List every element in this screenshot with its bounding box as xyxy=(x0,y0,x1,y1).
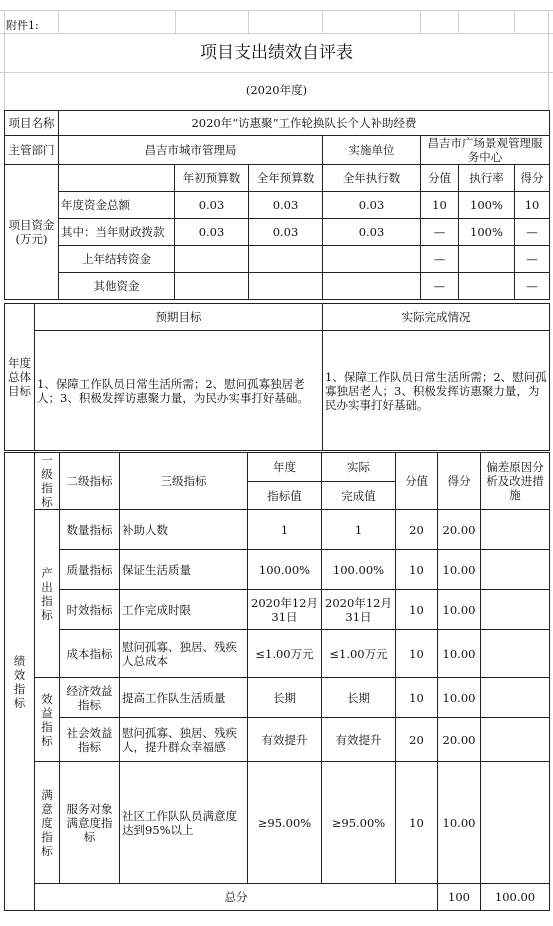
header-score: 分值 xyxy=(396,453,438,510)
grid-line xyxy=(420,10,421,34)
l3-cell: 保证生活质量 xyxy=(120,550,248,590)
expected-text: 1、保障工作队员日常生活所需；2、慰问孤寡独居老人；3、积极发挥访惠聚力量，为民办实事打好基础。 xyxy=(35,331,323,451)
funds-cell: — xyxy=(515,246,550,273)
l2-cell: 服务对象满意度指标 xyxy=(60,762,120,884)
dept-label: 主管部门 xyxy=(5,136,59,165)
target-cell: 有效提升 xyxy=(248,718,322,762)
funds-row xyxy=(5,219,550,246)
reason-cell xyxy=(481,510,550,550)
funds-col-header: 全年预算数 xyxy=(249,165,323,192)
funds-cell: — xyxy=(515,273,550,300)
grid-line xyxy=(0,33,553,34)
actual-text: 1、保障工作队员日常生活所需；2、慰问孤寡独居老人；3、积极发挥访惠聚力量，为民办实事打好基础。 xyxy=(323,331,550,451)
table-row xyxy=(5,718,550,762)
impl-label: 实施单位 xyxy=(323,136,421,165)
goals-table xyxy=(4,303,550,451)
l1-cell: 效益指标 xyxy=(35,678,60,762)
reason-cell xyxy=(481,590,550,630)
page-title: 项目支出绩效自评表 xyxy=(200,43,353,63)
header-actual-sub: 完成值 xyxy=(322,482,396,510)
done-cell: ≥95.00% xyxy=(322,762,396,884)
funds-row xyxy=(5,246,550,273)
funds-cell: 10 xyxy=(421,192,459,219)
funds-row-label: 上年结转资金 xyxy=(59,246,175,273)
score-cell: 20 xyxy=(396,718,438,762)
expected-label: 预期目标 xyxy=(35,304,323,331)
got-cell: 20.00 xyxy=(438,510,481,550)
header-actual: 实际 xyxy=(322,453,396,482)
funds-cell xyxy=(323,273,421,300)
perf-label: 绩 效 指 标 xyxy=(5,453,35,911)
header-l3: 三级指标 xyxy=(120,453,248,510)
l1-cell: 产出指标 xyxy=(35,510,60,678)
table-row xyxy=(5,630,550,678)
header-annual: 年度 xyxy=(248,453,322,482)
header-annual-sub: 指标值 xyxy=(248,482,322,510)
funds-table xyxy=(4,110,550,300)
funds-cell xyxy=(459,273,515,300)
l2-cell: 时效指标 xyxy=(60,590,120,630)
funds-cell xyxy=(459,246,515,273)
funds-col-header: 全年执行数 xyxy=(323,165,421,192)
funds-cell xyxy=(323,246,421,273)
funds-cell xyxy=(249,273,323,300)
l3-cell: 工作完成时限 xyxy=(120,590,248,630)
l3-cell: 慰问孤寡、独居、残疾人总成本 xyxy=(120,630,248,678)
l2-cell: 社会效益指标 xyxy=(60,718,120,762)
grid-line xyxy=(58,10,59,34)
grid-line xyxy=(175,10,176,34)
attachment-label: 附件1: xyxy=(6,19,39,32)
funds-cell: 0.03 xyxy=(323,219,421,246)
l2-cell: 数量指标 xyxy=(60,510,120,550)
header-reason: 偏差原因分析及改进措施 xyxy=(481,453,550,510)
total-label: 总分 xyxy=(35,884,438,911)
score-cell: 20 xyxy=(396,510,438,550)
funds-cell: 0.03 xyxy=(323,192,421,219)
reason-cell xyxy=(481,678,550,718)
got-cell: 10.00 xyxy=(438,590,481,630)
dept-value: 昌吉市城市管理局 xyxy=(59,136,323,165)
score-cell: 10 xyxy=(396,678,438,718)
funds-row-label: 其他资金 xyxy=(59,273,175,300)
funds-row xyxy=(5,273,550,300)
l3-cell: 提高工作队生活质量 xyxy=(120,678,248,718)
done-cell: 1 xyxy=(322,510,396,550)
funds-header-blank xyxy=(59,165,175,192)
performance-table xyxy=(4,452,550,911)
header-l1: 一级指标 xyxy=(35,453,60,510)
funds-row-label: 其中：当年财政拨款 xyxy=(59,219,175,246)
funds-cell: 10 xyxy=(515,192,550,219)
got-cell: 10.00 xyxy=(438,678,481,718)
total-row xyxy=(5,884,550,911)
score-cell: 10 xyxy=(396,590,438,630)
project-name: 2020年“访惠聚”工作轮换队长个人补助经费 xyxy=(59,111,550,136)
funds-cell xyxy=(249,246,323,273)
header-got: 得分 xyxy=(438,453,481,510)
table-row xyxy=(5,590,550,630)
funds-row xyxy=(5,192,550,219)
funds-col-header: 年初预算数 xyxy=(175,165,249,192)
grid-line xyxy=(514,10,515,34)
funds-cell xyxy=(175,273,249,300)
funds-row-label: 年度资金总额 xyxy=(59,192,175,219)
target-cell: 1 xyxy=(248,510,322,550)
table-row xyxy=(5,678,550,718)
grid-line xyxy=(322,10,323,34)
funds-cell: — xyxy=(421,219,459,246)
table-row xyxy=(5,762,550,884)
target-cell: 长期 xyxy=(248,678,322,718)
table-row xyxy=(5,510,550,550)
total-score: 100 xyxy=(438,884,481,911)
grid-line xyxy=(0,72,553,73)
target-cell: 100.00% xyxy=(248,550,322,590)
funds-col-header: 执行率 xyxy=(459,165,515,192)
got-cell: 10.00 xyxy=(438,630,481,678)
score-cell: 10 xyxy=(396,630,438,678)
funds-cell: — xyxy=(421,273,459,300)
funds-cell: 0.03 xyxy=(249,219,323,246)
target-cell: ≥95.00% xyxy=(248,762,322,884)
got-cell: 10.00 xyxy=(438,762,481,884)
l2-cell: 质量指标 xyxy=(60,550,120,590)
got-cell: 20.00 xyxy=(438,718,481,762)
funds-cell: — xyxy=(515,219,550,246)
grid-line xyxy=(0,10,553,11)
l3-cell: 社区工作队队员满意度达到95%以上 xyxy=(120,762,248,884)
done-cell: 长期 xyxy=(322,678,396,718)
target-cell: 2020年12月31日 xyxy=(248,590,322,630)
funds-label: 项目资金(万元) xyxy=(5,165,59,300)
funds-cell xyxy=(175,246,249,273)
funds-cell: 100% xyxy=(459,192,515,219)
reason-cell xyxy=(481,550,550,590)
l3-cell: 补助人数 xyxy=(120,510,248,550)
grid-line xyxy=(248,10,249,34)
project-name-label: 项目名称 xyxy=(5,111,59,136)
funds-col-header: 分值 xyxy=(421,165,459,192)
l2-cell: 成本指标 xyxy=(60,630,120,678)
done-cell: 100.00% xyxy=(322,550,396,590)
got-cell: 10.00 xyxy=(438,550,481,590)
goal-label: 年度总体目标 xyxy=(5,304,35,451)
l3-cell: 慰问孤寡、独居、残疾人，提升群众幸福感 xyxy=(120,718,248,762)
funds-cell: 0.03 xyxy=(249,192,323,219)
header-l2: 二级指标 xyxy=(60,453,120,510)
impl-value: 昌吉市广场景观管理服务中心 xyxy=(421,136,550,165)
funds-cell: — xyxy=(421,246,459,273)
funds-cell: 100% xyxy=(459,219,515,246)
year-label: (2020年度) xyxy=(245,83,308,97)
reason-cell xyxy=(481,762,550,884)
funds-cell: 0.03 xyxy=(175,219,249,246)
table-row xyxy=(5,550,550,590)
grid-line xyxy=(458,10,459,34)
done-cell: ≤1.00万元 xyxy=(322,630,396,678)
reason-cell xyxy=(481,630,550,678)
done-cell: 2020年12月31日 xyxy=(322,590,396,630)
funds-col-header: 得分 xyxy=(515,165,550,192)
l2-cell: 经济效益指标 xyxy=(60,678,120,718)
score-cell: 10 xyxy=(396,762,438,884)
target-cell: ≤1.00万元 xyxy=(248,630,322,678)
actual-label: 实际完成情况 xyxy=(323,304,550,331)
total-got: 100.00 xyxy=(481,884,550,911)
score-cell: 10 xyxy=(396,550,438,590)
funds-cell: 0.03 xyxy=(175,192,249,219)
l1-cell: 满意度指标 xyxy=(35,762,60,884)
done-cell: 有效提升 xyxy=(322,718,396,762)
reason-cell xyxy=(481,718,550,762)
